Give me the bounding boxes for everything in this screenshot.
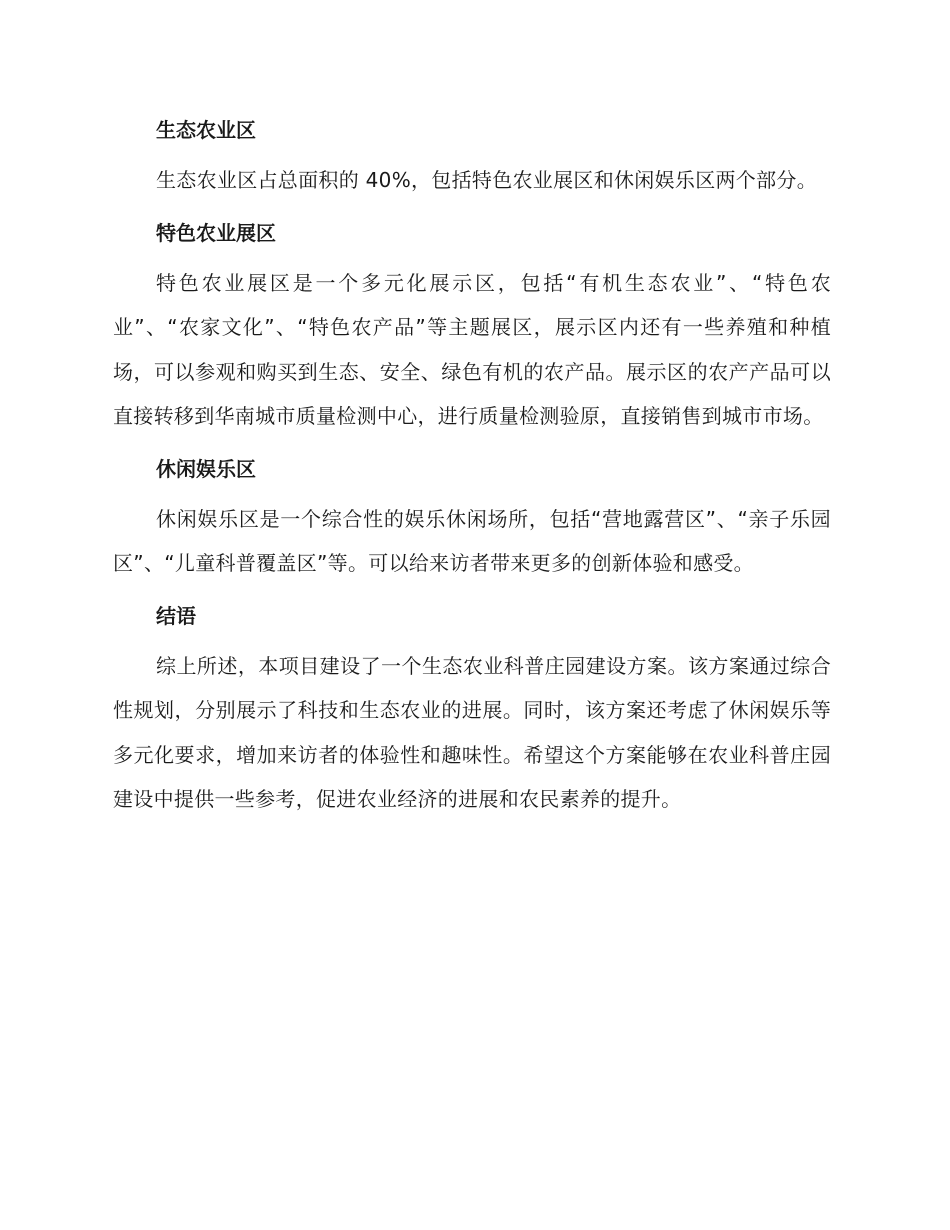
section-heading-conclusion: 结语 bbox=[156, 603, 196, 628]
section-paragraph-featured-exhibit: 特色农业展区是一个多元化展示区，包括“有机生态农业”、“特色农业”、“农家文化”、“特色农产品”等主题展区，展示区内还有一些养殖和种植场，可以参观和购买到生态、安全、绿色有机的农产品。展示区的农产产品可以直接转移到华南城市质量检测中心，进行质量检测验原，直接销售到城市市场。 bbox=[113, 270, 831, 428]
section-heading-leisure: 休闲娱乐区 bbox=[156, 456, 256, 481]
section-paragraph-conclusion: 综上所述，本项目建设了一个生态农业科普庄园建设方案。该方案通过综合性规划，分别展示了科技和生态农业的进展。同时，该方案还考虑了休闲娱乐等多元化要求，增加来访者的体验性和趣味性。希望这个方案能够在农业科普庄园建设中提供一些参考，促进农业经济的进展和农民素养的提升。 bbox=[113, 653, 831, 811]
section-paragraph-eco-agriculture: 生态农业区占总面积的 40%，包括特色农业展区和休闲娱乐区两个部分。 bbox=[156, 168, 818, 192]
section-paragraph-leisure: 休闲娱乐区是一个综合性的娱乐休闲场所，包括“营地露营区”、“亲子乐园区”、“儿童科普覆盖区”等。可以给来访者带来更多的创新体验和感受。 bbox=[113, 506, 831, 575]
section-heading-featured-exhibit: 特色农业展区 bbox=[156, 220, 276, 245]
section-heading-eco-agriculture: 生态农业区 bbox=[156, 118, 256, 142]
document-page bbox=[113, 112, 831, 834]
